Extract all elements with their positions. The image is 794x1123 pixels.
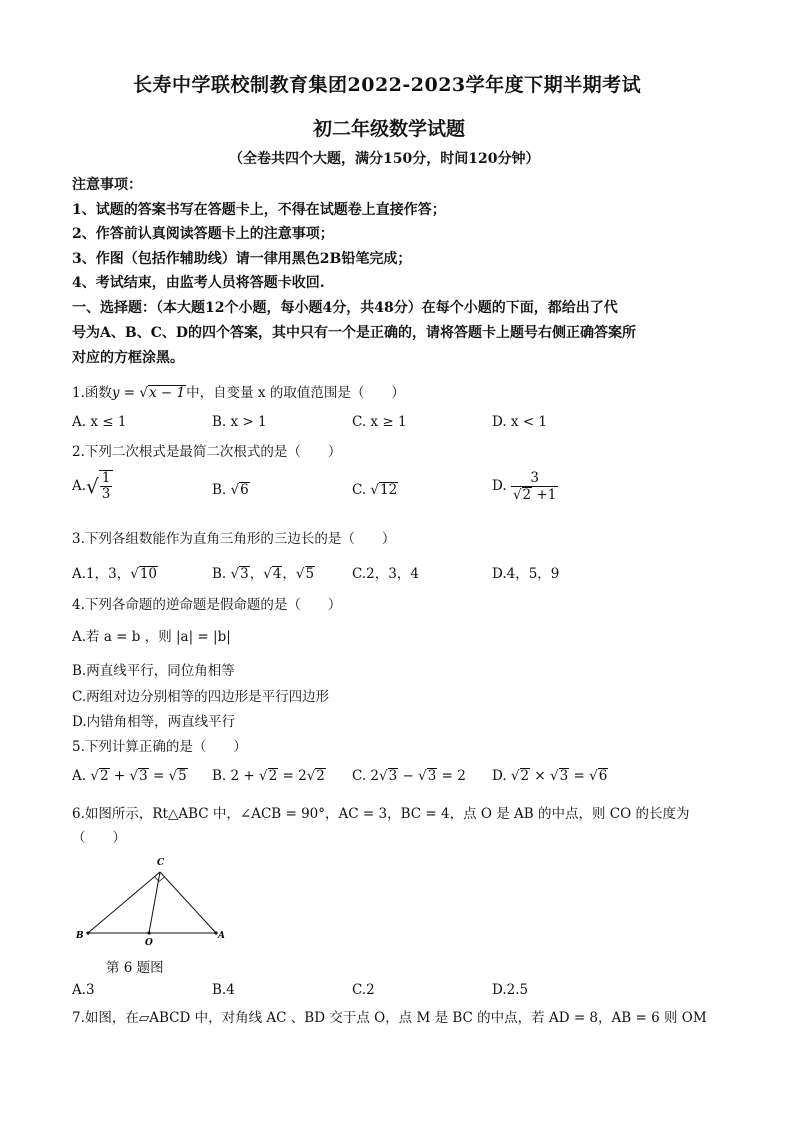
label-o: O — [145, 938, 153, 947]
point-o — [147, 931, 150, 934]
option-b: B. √6 — [212, 482, 249, 498]
exam-info: （全卷共四个大题，满分150分，时间120分钟） — [229, 151, 540, 167]
option-c: C.两组对边分别相等的四边形是平行四边形 — [72, 689, 330, 705]
option-c: C.2，3，4 — [352, 566, 419, 582]
option-a: A.√ $\frac{1}{3}$ — [72, 470, 113, 502]
label-c: C — [157, 858, 165, 868]
option-b: B. x > 1 — [212, 414, 267, 430]
notice-heading: 注意事项： — [72, 177, 142, 193]
question-5-stem: 5.下列计算正确的是（ ） — [72, 739, 247, 755]
option-d: D. √2 × √3 = √6 — [492, 768, 608, 784]
option-d: D.2.5 — [492, 982, 529, 998]
option-d: D. x < 1 — [492, 414, 548, 430]
option-c: C. √12 — [352, 482, 398, 498]
option-a: A.若 a = b ，则 |a| = |b| — [72, 629, 231, 645]
option-a: A. x ≤ 1 — [72, 414, 127, 430]
notice-item: 4、考试结束，由监考人员将答题卡收回. — [72, 275, 325, 291]
option-b: B.4 — [212, 982, 235, 998]
segment-ca — [160, 872, 216, 933]
option-c: C. 2√3 − √3 = 2 — [352, 768, 466, 784]
option-a: A.3 — [72, 982, 95, 998]
section-heading-cont: 号为A、B、C、D的四个答案，其中只有一个是正确的，请将答题卡上题号右侧正确答案所 — [72, 325, 636, 341]
figure-caption: 第 6 题图 — [106, 960, 164, 976]
option-a: A.1，3，√10 — [72, 566, 158, 582]
option-b: B.两直线平行，同位角相等 — [72, 663, 235, 679]
option-d: D.4，5，9 — [492, 566, 560, 582]
option-c: C.2 — [352, 982, 375, 998]
exam-subtitle: 初二年级数学试题 — [313, 118, 466, 140]
label-a: A — [218, 931, 225, 941]
question-4-stem: 4.下列各命题的逆命题是假命题的是（ ） — [72, 597, 342, 613]
option-c: C. x ≥ 1 — [352, 414, 407, 430]
notice-item: 1、试题的答案书写在答题卡上，不得在试题卷上直接作答； — [72, 202, 446, 218]
option-b: B. √3，√4，√5 — [212, 566, 315, 582]
option-d: D.内错角相等，两直线平行 — [72, 714, 236, 730]
triangle-figure — [70, 852, 230, 947]
question-3-stem: 3.下列各组数能作为直角三角形的三边长的是（ ） — [72, 531, 396, 547]
question-2-stem: 2.下列二次根式是最简二次根式的是（ ） — [72, 444, 342, 460]
point-b — [86, 931, 89, 934]
question-7-stem: 7.如图，在▱ABCD 中，对角线 AC 、BD 交于点 O，点 M 是 BC 的中点，若 AD = 8，AB = 6 则 OM — [72, 1010, 707, 1026]
option-d: D. $\frac{3}{√2 +1}$ — [492, 470, 557, 503]
exam-title: 长寿中学联校制教育集团2022-2023学年度下期半期考试 — [133, 74, 642, 96]
notice-item: 2、作答前认真阅读答题卡上的注意事项； — [72, 226, 334, 242]
question-6-stem-cont: （ ） — [72, 830, 126, 846]
segment-bc — [88, 872, 160, 933]
question-1-stem: 1.函数y = √x − 1中，自变量 x 的取值范围是（ ） — [72, 385, 405, 401]
option-a: A. √2 + √3 = √5 — [72, 768, 187, 784]
label-b: B — [76, 931, 84, 941]
notice-item: 3、作图（包括作辅助线）请一律用黑色2B铅笔完成； — [72, 251, 412, 267]
question-6-stem: 6.如图所示，Rt△ABC 中，∠ACB = 90°，AC = 3，BC = 4，点 O 是 AB 的中点，则 CO 的长度为 — [72, 806, 690, 822]
section-heading-cont: 对应的方框涂黑。 — [72, 350, 184, 366]
option-b: B. 2 + √2 = 2√2 — [212, 768, 325, 784]
section-heading: 一、选择题：（本大题12个小题，每小题4分，共48分）在每个小题的下面，都给出了代 — [72, 300, 618, 316]
